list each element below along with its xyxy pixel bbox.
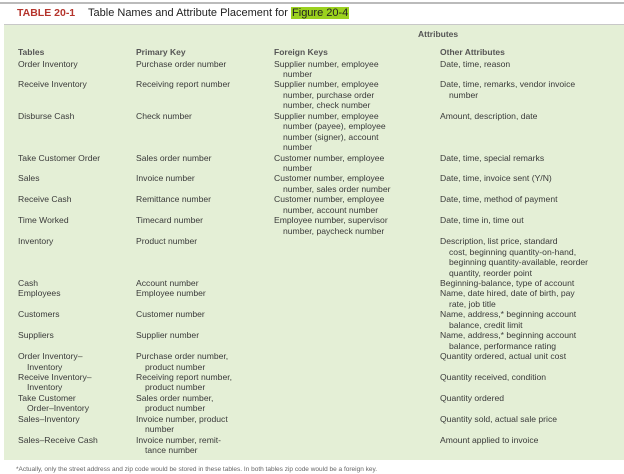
- cell-primary-key: [136, 393, 213, 414]
- cell-line: Date, time, reason: [440, 58, 511, 69]
- cell-line: balance, credit limit: [449, 319, 523, 330]
- cell-line: quantity, reorder point: [449, 267, 532, 278]
- cell-primary-key: [136, 288, 206, 298]
- cell-table: [18, 309, 60, 319]
- cell-line: number: [145, 424, 175, 435]
- cell-line: number: [283, 142, 313, 153]
- cell-table: [18, 414, 80, 424]
- cell-primary-key: [136, 153, 211, 163]
- cell-line: Amount, description, date: [440, 110, 538, 121]
- cell-line: Receiving report number: [136, 79, 231, 90]
- cell-line: Name, address,* beginning account: [440, 330, 577, 341]
- header-other-attributes: Other Attributes: [440, 47, 505, 57]
- cell-line: Sales–Inventory: [18, 413, 80, 424]
- cell-table: [18, 173, 40, 183]
- cell-line: number: [449, 89, 479, 100]
- cell-line: Supplier number, employee: [274, 58, 379, 69]
- cell-line: Cash: [18, 277, 39, 288]
- cell-primary-key: [136, 414, 228, 435]
- cell-line: Quantity ordered, actual unit cost: [440, 351, 567, 362]
- cell-line: Quantity sold, actual sale price: [440, 413, 558, 424]
- cell-line: Date, time, special remarks: [440, 152, 545, 163]
- cell-foreign-keys: [274, 79, 379, 110]
- cell-primary-key: [136, 111, 192, 121]
- figure-link[interactable]: Figure 20-4: [292, 7, 349, 19]
- cell-other-attributes: [440, 173, 552, 183]
- cell-other-attributes: [440, 278, 574, 288]
- cell-table: [18, 435, 98, 445]
- cell-table: [18, 278, 38, 288]
- cell-line: Supplier number, employee: [274, 110, 379, 121]
- cell-line: Receive Inventory–: [18, 372, 92, 382]
- cell-line: product number: [145, 403, 206, 414]
- cell-other-attributes: [440, 309, 576, 330]
- cell-other-attributes: [440, 435, 538, 445]
- cell-other-attributes: [440, 288, 575, 309]
- cell-line: Date, time, invoice sent (Y/N): [440, 173, 552, 184]
- cell-line: Supplier number, employee: [274, 79, 379, 90]
- cell-line: tance number: [145, 445, 198, 456]
- header-primary-key: Primary Key: [136, 47, 186, 57]
- cell-foreign-keys: [274, 215, 388, 236]
- cell-other-attributes: [440, 393, 504, 403]
- cell-line: product number: [145, 382, 206, 393]
- cell-line: rate, job title: [449, 298, 496, 309]
- cell-line: beginning quantity-available, reorder: [449, 257, 589, 268]
- cell-line: Disburse Cash: [18, 110, 75, 121]
- cell-line: Customers: [18, 309, 60, 320]
- cell-table: [18, 288, 61, 298]
- cell-foreign-keys: [274, 153, 384, 174]
- cell-line: Account number: [136, 277, 199, 288]
- cell-line: Receive Cash: [18, 194, 72, 205]
- cell-foreign-keys: [274, 194, 384, 215]
- cell-line: Customer number, employee: [274, 173, 385, 184]
- cell-line: Order Inventory: [18, 58, 78, 69]
- cell-line: number, account number: [283, 204, 379, 215]
- cell-line: Quantity ordered: [440, 392, 505, 403]
- cell-line: Employees: [18, 288, 61, 299]
- cell-line: Customer number: [136, 309, 205, 320]
- footnote: *Actually, only the street address and zip code would be stored in these tables. In both tables zip code would be a foreign key.: [16, 466, 378, 473]
- cell-line: Date, time, method of payment: [440, 194, 558, 205]
- cell-primary-key: [136, 330, 199, 340]
- cell-line: Purchase order number: [136, 58, 227, 69]
- cell-table: [18, 111, 74, 121]
- cell-line: Amount applied to invoice: [440, 434, 539, 445]
- cell-line: Receiving report number,: [136, 372, 233, 382]
- cell-line: Sales order number,: [136, 392, 214, 403]
- cell-line: Supplier number: [136, 330, 200, 341]
- cell-other-attributes: [440, 372, 546, 382]
- cell-line: number, paycheck number: [283, 225, 385, 236]
- cell-table: [18, 236, 53, 246]
- cell-primary-key: [136, 351, 228, 372]
- cell-line: Beginning-balance, type of account: [440, 277, 575, 288]
- cell-line: Employee number: [136, 288, 206, 299]
- cell-table: [18, 153, 100, 163]
- cell-line: Invoice number, product: [136, 413, 228, 424]
- cell-line: Employee number, supervisor: [274, 215, 388, 226]
- cell-line: Date, time, remarks, vendor invoice: [440, 79, 576, 90]
- cell-line: Description, list price, standard: [440, 236, 558, 247]
- cell-line: balance, performance rating: [449, 340, 557, 351]
- cell-line: Suppliers: [18, 330, 54, 341]
- cell-primary-key: [136, 372, 232, 393]
- cell-table: [18, 215, 69, 225]
- cell-other-attributes: [440, 79, 575, 100]
- cell-line: number: [283, 163, 313, 173]
- cell-table: [18, 330, 54, 340]
- cell-primary-key: [136, 79, 230, 89]
- cell-other-attributes: [440, 414, 557, 424]
- cell-line: Sales–Receive Cash: [18, 434, 98, 445]
- cell-table: [18, 372, 92, 393]
- cell-table: [18, 59, 78, 69]
- cell-other-attributes: [440, 111, 537, 121]
- cell-line: Invoice number: [136, 173, 195, 184]
- cell-other-attributes: [440, 215, 524, 225]
- cell-line: cost, beginning quantity-on-hand,: [449, 246, 577, 257]
- cell-line: Date, time in, time out: [440, 215, 524, 226]
- cell-line: number (payee), employee: [283, 121, 386, 132]
- cell-line: Inventory: [18, 236, 54, 247]
- cell-line: Name, address,* beginning account: [440, 309, 577, 320]
- header-tables: Tables: [18, 47, 45, 57]
- cell-line: Quantity received, condition: [440, 372, 547, 382]
- cell-other-attributes: [440, 236, 588, 278]
- cell-line: product number: [145, 361, 206, 372]
- cell-primary-key: [136, 278, 199, 288]
- cell-line: number (signer), account: [283, 131, 379, 142]
- top-rule: [0, 2, 624, 4]
- cell-other-attributes: [440, 194, 558, 204]
- cell-line: Customer number, employee: [274, 194, 385, 205]
- cell-line: Product number: [136, 236, 198, 247]
- cell-line: number, sales order number: [283, 183, 391, 194]
- cell-line: Invoice number, remit-: [136, 434, 222, 445]
- cell-other-attributes: [440, 59, 510, 69]
- table-title: [17, 7, 349, 19]
- cell-line: Customer number, employee: [274, 152, 385, 163]
- cell-line: Order–Inventory: [27, 403, 90, 414]
- cell-line: Take Customer Order: [18, 152, 101, 163]
- cell-primary-key: [136, 215, 203, 225]
- cell-line: Remittance number: [136, 194, 211, 205]
- cell-line: Check number: [136, 110, 192, 121]
- cell-foreign-keys: [274, 111, 386, 153]
- cell-other-attributes: [440, 330, 576, 351]
- cell-line: Inventory: [27, 361, 63, 372]
- cell-primary-key: [136, 194, 211, 204]
- header-foreign-keys: Foreign Keys: [274, 47, 328, 57]
- cell-primary-key: [136, 173, 195, 183]
- cell-line: number, check number: [283, 100, 371, 111]
- cell-line: Name, date hired, date of birth, pay: [440, 288, 575, 299]
- cell-line: number: [283, 68, 313, 79]
- cell-primary-key: [136, 59, 226, 69]
- cell-table: [18, 393, 89, 414]
- cell-line: Purchase order number,: [136, 351, 229, 362]
- cell-table: [18, 79, 87, 89]
- cell-other-attributes: [440, 153, 544, 163]
- cell-line: Sales: [18, 173, 40, 184]
- cell-foreign-keys: [274, 59, 379, 80]
- cell-line: number, purchase order: [283, 89, 375, 100]
- table-number: TABLE 20-1: [17, 7, 76, 19]
- cell-line: Take Customer: [18, 392, 76, 403]
- cell-line: Receive Inventory: [18, 79, 87, 90]
- cell-primary-key: [136, 236, 197, 246]
- cell-line: Order Inventory–: [18, 351, 83, 362]
- cell-table: [18, 351, 82, 372]
- cell-line: Timecard number: [136, 215, 204, 226]
- cell-foreign-keys: [274, 173, 390, 194]
- cell-other-attributes: [440, 351, 566, 361]
- cell-line: Time Worked: [18, 215, 69, 226]
- cell-primary-key: [136, 309, 205, 319]
- cell-table: [18, 194, 72, 204]
- attributes-group-header: Attributes: [418, 29, 459, 39]
- cell-line: Sales order number: [136, 152, 212, 163]
- cell-primary-key: [136, 435, 221, 456]
- title-text: Table Names and Attribute Placement for: [88, 7, 288, 19]
- cell-line: Inventory: [27, 382, 63, 393]
